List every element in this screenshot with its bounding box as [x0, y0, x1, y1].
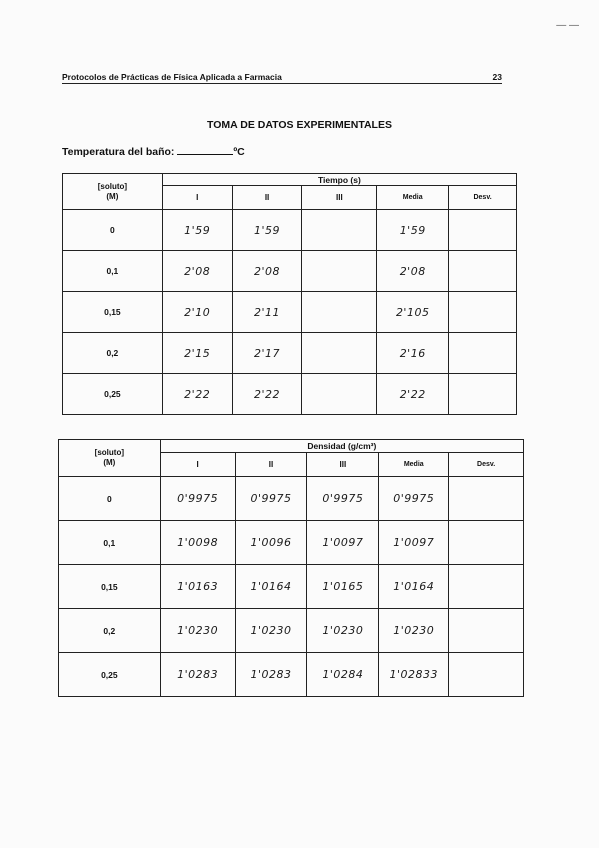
handwritten-value-cell: 1'0283	[160, 653, 235, 697]
handwritten-value-cell	[302, 374, 377, 415]
concentration-cell: 0,15	[59, 565, 161, 609]
tiempo-column-header: Desv.	[449, 186, 517, 210]
handwritten-value-cell	[449, 374, 517, 415]
table-row	[63, 292, 517, 333]
handwritten-value-cell: 1'0284	[307, 653, 379, 697]
handwritten-value-cell: 2'15	[162, 333, 232, 374]
margin-mark: — —	[556, 20, 579, 31]
handwritten-value-cell	[302, 292, 377, 333]
handwritten-value-cell: 2'08	[162, 251, 232, 292]
tiempo-column-header: II	[232, 186, 302, 210]
handwritten-value-cell: 2'11	[232, 292, 302, 333]
handwritten-value-cell: 1'0230	[379, 609, 449, 653]
concentration-cell: 0,1	[63, 251, 163, 292]
handwritten-value-cell	[449, 251, 517, 292]
handwritten-value-cell	[449, 565, 524, 609]
handwritten-value-cell: 0'9975	[379, 477, 449, 521]
tiempo-group-header: Tiempo (s)	[162, 174, 516, 186]
section-title: TOMA DE DATOS EXPERIMENTALES	[207, 119, 392, 131]
table-row	[63, 251, 517, 292]
handwritten-value-cell: 2'08	[232, 251, 302, 292]
handwritten-value-cell: 1'0165	[307, 565, 379, 609]
densidad-column-header: Media	[379, 453, 449, 477]
handwritten-value-cell: 1'0097	[307, 521, 379, 565]
concentration-cell: 0,15	[63, 292, 163, 333]
concentration-cell: 0	[63, 210, 163, 251]
handwritten-value-cell: 1'0230	[307, 609, 379, 653]
handwritten-value-cell: 1'59	[232, 210, 302, 251]
handwritten-value-cell	[449, 477, 524, 521]
handwritten-value-cell: 1'0164	[235, 565, 307, 609]
densidad-table	[58, 439, 524, 697]
handwritten-value-cell: 1'02833	[379, 653, 449, 697]
handwritten-value-cell	[449, 653, 524, 697]
temperature-blank	[177, 145, 233, 155]
concentration-cell: 0,25	[63, 374, 163, 415]
temperature-label: Temperatura del baño:	[62, 146, 175, 158]
page-header	[62, 72, 502, 84]
tiempo-column-header: III	[302, 186, 377, 210]
handwritten-value-cell	[449, 521, 524, 565]
handwritten-value-cell	[449, 292, 517, 333]
table-row	[59, 609, 524, 653]
handwritten-value-cell: 2'17	[232, 333, 302, 374]
handwritten-value-cell: 1'0164	[379, 565, 449, 609]
handwritten-value-cell: 2'105	[377, 292, 449, 333]
table-row	[63, 333, 517, 374]
handwritten-value-cell: 1'0096	[235, 521, 307, 565]
handwritten-value-cell: 1'0098	[160, 521, 235, 565]
handwritten-value-cell: 2'22	[377, 374, 449, 415]
handwritten-value-cell: 1'59	[162, 210, 232, 251]
header-title: Protocolos de Prácticas de Física Aplicada a Farmacia	[62, 72, 282, 82]
concentration-cell: 0,1	[59, 521, 161, 565]
handwritten-value-cell: 1'0097	[379, 521, 449, 565]
handwritten-value-cell	[302, 333, 377, 374]
handwritten-value-cell	[449, 333, 517, 374]
handwritten-value-cell: 1'0163	[160, 565, 235, 609]
temperature-unit: ºC	[233, 146, 245, 158]
densidad-column-header: II	[235, 453, 307, 477]
handwritten-value-cell: 0'9975	[235, 477, 307, 521]
concentration-cell: 0,25	[59, 653, 161, 697]
table-row	[63, 374, 517, 415]
concentration-cell: 0,2	[59, 609, 161, 653]
table-row	[63, 210, 517, 251]
handwritten-value-cell	[449, 609, 524, 653]
table-row	[59, 521, 524, 565]
handwritten-value-cell: 1'0283	[235, 653, 307, 697]
handwritten-value-cell	[449, 210, 517, 251]
table-row	[59, 653, 524, 697]
tiempo-table	[62, 173, 517, 415]
handwritten-value-cell: 2'10	[162, 292, 232, 333]
temperature-line	[62, 145, 245, 158]
tiempo-row-header: [soluto] (M)	[63, 174, 163, 210]
densidad-column-header: III	[307, 453, 379, 477]
densidad-column-header: I	[160, 453, 235, 477]
densidad-group-header: Densidad (g/cm³)	[160, 440, 523, 453]
handwritten-value-cell	[302, 210, 377, 251]
handwritten-value-cell: 1'0230	[235, 609, 307, 653]
handwritten-value-cell: 1'59	[377, 210, 449, 251]
handwritten-value-cell: 2'22	[162, 374, 232, 415]
table-row	[59, 477, 524, 521]
tiempo-column-header: Media	[377, 186, 449, 210]
table-row	[59, 565, 524, 609]
handwritten-value-cell: 2'16	[377, 333, 449, 374]
concentration-cell: 0	[59, 477, 161, 521]
page-number: 23	[492, 72, 502, 82]
concentration-cell: 0,2	[63, 333, 163, 374]
handwritten-value-cell: 1'0230	[160, 609, 235, 653]
densidad-row-header: [soluto] (M)	[59, 440, 161, 477]
densidad-column-header: Desv.	[449, 453, 524, 477]
handwritten-value-cell	[302, 251, 377, 292]
handwritten-value-cell: 2'22	[232, 374, 302, 415]
handwritten-value-cell: 0'9975	[160, 477, 235, 521]
handwritten-value-cell: 2'08	[377, 251, 449, 292]
handwritten-value-cell: 0'9975	[307, 477, 379, 521]
tiempo-column-header: I	[162, 186, 232, 210]
